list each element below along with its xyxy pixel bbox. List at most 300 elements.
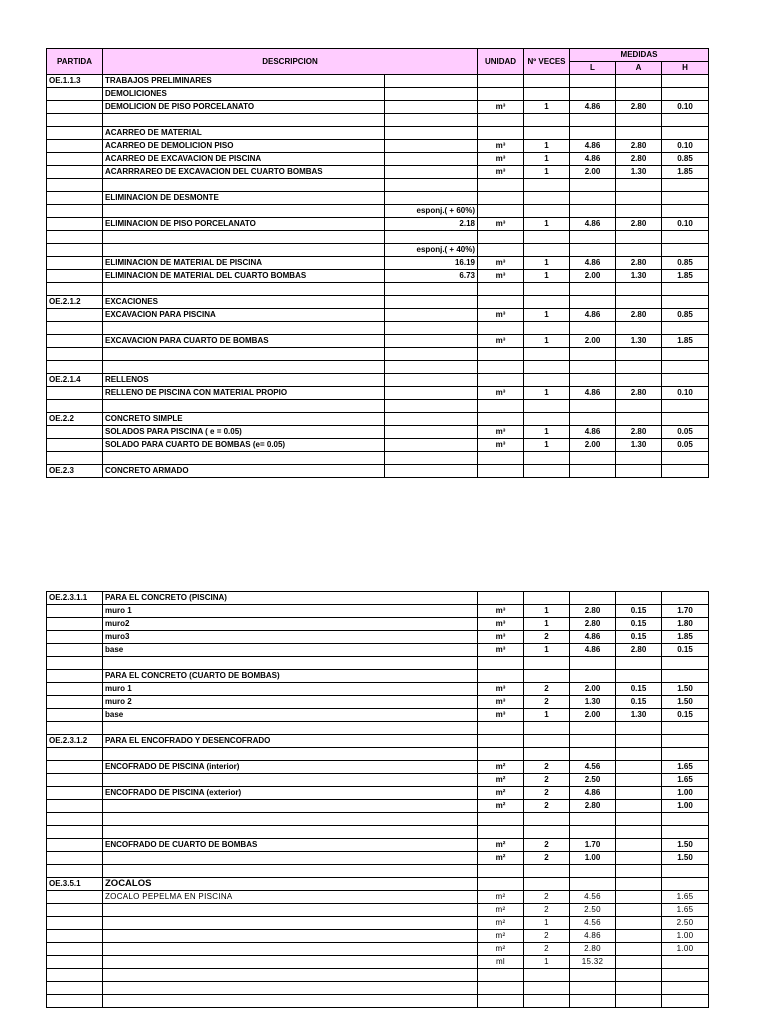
height-cell: 1.80 bbox=[662, 618, 709, 631]
length-cell: 2.80 bbox=[570, 605, 616, 618]
height-cell bbox=[662, 413, 709, 426]
description-cell bbox=[103, 943, 478, 956]
count-cell bbox=[524, 322, 570, 335]
height-cell: 1.85 bbox=[662, 166, 709, 179]
width-cell bbox=[616, 722, 662, 735]
width-cell: 0.15 bbox=[616, 683, 662, 696]
length-cell bbox=[570, 657, 616, 670]
length-cell bbox=[570, 127, 616, 140]
description-cell bbox=[103, 348, 385, 361]
unit-cell: m³ bbox=[478, 309, 524, 322]
unit-cell bbox=[478, 127, 524, 140]
width-cell: 0.15 bbox=[616, 618, 662, 631]
unit-cell: m³ bbox=[478, 335, 524, 348]
table-row bbox=[47, 439, 709, 452]
width-cell: 2.80 bbox=[616, 257, 662, 270]
description-cell: EXCAVACION PARA CUARTO DE BOMBAS bbox=[103, 335, 385, 348]
partida-cell bbox=[47, 826, 103, 839]
count-cell bbox=[524, 748, 570, 761]
partida-cell bbox=[47, 179, 103, 192]
description-cell bbox=[103, 982, 478, 995]
count-cell: 1 bbox=[524, 426, 570, 439]
height-cell bbox=[662, 982, 709, 995]
description-cell: ZOCALOS bbox=[103, 878, 478, 891]
width-cell bbox=[616, 413, 662, 426]
width-cell bbox=[616, 75, 662, 88]
length-cell bbox=[570, 231, 616, 244]
count-cell: 2 bbox=[524, 800, 570, 813]
length-cell: 4.86 bbox=[570, 387, 616, 400]
table-row bbox=[47, 774, 709, 787]
partida-cell: OE.2.2 bbox=[47, 413, 103, 426]
count-cell: 1 bbox=[524, 917, 570, 930]
height-cell bbox=[662, 657, 709, 670]
partida-cell bbox=[47, 101, 103, 114]
length-cell bbox=[570, 670, 616, 683]
partida-cell bbox=[47, 348, 103, 361]
width-cell bbox=[616, 192, 662, 205]
table-row bbox=[47, 413, 709, 426]
table-row bbox=[47, 787, 709, 800]
count-cell bbox=[524, 88, 570, 101]
description-cell bbox=[103, 800, 478, 813]
height-cell bbox=[662, 283, 709, 296]
length-cell: 4.86 bbox=[570, 101, 616, 114]
length-cell bbox=[570, 735, 616, 748]
length-cell: 1.30 bbox=[570, 696, 616, 709]
header-unidad: UNIDAD bbox=[478, 49, 524, 75]
count-cell bbox=[524, 452, 570, 465]
width-cell bbox=[616, 452, 662, 465]
width-cell: 1.30 bbox=[616, 439, 662, 452]
length-cell: 4.86 bbox=[570, 140, 616, 153]
unit-cell bbox=[478, 722, 524, 735]
width-cell: 2.80 bbox=[616, 309, 662, 322]
count-cell bbox=[524, 657, 570, 670]
length-cell: 4.56 bbox=[570, 761, 616, 774]
count-cell bbox=[524, 205, 570, 218]
description-cell: CONCRETO ARMADO bbox=[103, 465, 385, 478]
header-h: H bbox=[662, 62, 709, 75]
width-cell bbox=[616, 878, 662, 891]
width-cell bbox=[616, 657, 662, 670]
count-cell bbox=[524, 75, 570, 88]
unit-cell bbox=[478, 592, 524, 605]
description-cell bbox=[103, 179, 385, 192]
table-row bbox=[47, 969, 709, 982]
unit-cell: m³ bbox=[478, 618, 524, 631]
table-row bbox=[47, 631, 709, 644]
partida-cell bbox=[47, 969, 103, 982]
count-cell bbox=[524, 283, 570, 296]
unit-cell: m³ bbox=[478, 683, 524, 696]
count-cell: 1 bbox=[524, 439, 570, 452]
table-row bbox=[47, 826, 709, 839]
table-row bbox=[47, 956, 709, 969]
unit-cell: m² bbox=[478, 904, 524, 917]
height-cell: 0.10 bbox=[662, 387, 709, 400]
unit-cell bbox=[478, 865, 524, 878]
height-cell bbox=[662, 205, 709, 218]
table-row bbox=[47, 657, 709, 670]
description-cell bbox=[103, 865, 478, 878]
description-cell bbox=[103, 244, 385, 257]
unit-cell: m² bbox=[478, 917, 524, 930]
height-cell: 2.50 bbox=[662, 917, 709, 930]
height-cell bbox=[662, 735, 709, 748]
height-cell bbox=[662, 813, 709, 826]
count-cell bbox=[524, 865, 570, 878]
description-cell bbox=[103, 322, 385, 335]
description-cell: muro 2 bbox=[103, 696, 478, 709]
width-cell bbox=[616, 127, 662, 140]
description-cell: muro 1 bbox=[103, 605, 478, 618]
unit-cell bbox=[478, 735, 524, 748]
table-row bbox=[47, 244, 709, 257]
description-cell: PARA EL CONCRETO (PISCINA) bbox=[103, 592, 478, 605]
table-row bbox=[47, 283, 709, 296]
count-cell: 1 bbox=[524, 605, 570, 618]
description-cell: ELIMINACION DE DESMONTE bbox=[103, 192, 385, 205]
length-cell bbox=[570, 400, 616, 413]
width-cell bbox=[616, 826, 662, 839]
count-cell bbox=[524, 244, 570, 257]
partida-cell bbox=[47, 140, 103, 153]
length-cell bbox=[570, 322, 616, 335]
height-cell bbox=[662, 465, 709, 478]
description-cell bbox=[103, 205, 385, 218]
partida-cell bbox=[47, 387, 103, 400]
unit-cell bbox=[478, 400, 524, 413]
height-cell: 0.05 bbox=[662, 426, 709, 439]
count-cell bbox=[524, 826, 570, 839]
unit-cell bbox=[478, 413, 524, 426]
description-cell bbox=[103, 904, 478, 917]
width-cell bbox=[616, 348, 662, 361]
width-cell bbox=[616, 995, 662, 1008]
unit-cell: m² bbox=[478, 761, 524, 774]
table-row bbox=[47, 452, 709, 465]
count-cell: 2 bbox=[524, 852, 570, 865]
height-cell bbox=[662, 400, 709, 413]
unit-cell: m³ bbox=[478, 426, 524, 439]
count-cell: 1 bbox=[524, 270, 570, 283]
table-row bbox=[47, 400, 709, 413]
width-cell: 1.30 bbox=[616, 166, 662, 179]
unit-cell bbox=[478, 878, 524, 891]
length-cell: 1.70 bbox=[570, 839, 616, 852]
description-cell: DEMOLICIONES bbox=[103, 88, 385, 101]
height-cell: 1.50 bbox=[662, 683, 709, 696]
length-cell: 4.86 bbox=[570, 787, 616, 800]
partida-cell: OE.2.3.1.1 bbox=[47, 592, 103, 605]
unit-cell bbox=[478, 88, 524, 101]
note-cell: 16.19 bbox=[385, 257, 478, 270]
count-cell: 1 bbox=[524, 618, 570, 631]
partida-cell bbox=[47, 865, 103, 878]
description-cell: ELIMINACION DE PISO PORCELANATO bbox=[103, 218, 385, 231]
height-cell bbox=[662, 374, 709, 387]
unit-cell: m² bbox=[478, 930, 524, 943]
height-cell: 1.00 bbox=[662, 943, 709, 956]
table-row bbox=[47, 192, 709, 205]
note-cell bbox=[385, 114, 478, 127]
length-cell: 4.56 bbox=[570, 917, 616, 930]
width-cell bbox=[616, 179, 662, 192]
count-cell bbox=[524, 670, 570, 683]
table-row bbox=[47, 140, 709, 153]
partida-cell bbox=[47, 244, 103, 257]
unit-cell bbox=[478, 982, 524, 995]
width-cell bbox=[616, 748, 662, 761]
description-cell: ENCOFRADO DE CUARTO DE BOMBAS bbox=[103, 839, 478, 852]
header-descripcion: DESCRIPCION bbox=[103, 49, 478, 75]
height-cell: 1.50 bbox=[662, 839, 709, 852]
description-cell: ACARREO DE MATERIAL bbox=[103, 127, 385, 140]
count-cell bbox=[524, 413, 570, 426]
partida-cell bbox=[47, 748, 103, 761]
partida-cell bbox=[47, 426, 103, 439]
height-cell: 1.85 bbox=[662, 335, 709, 348]
table-row bbox=[47, 670, 709, 683]
note-cell bbox=[385, 400, 478, 413]
note-cell bbox=[385, 439, 478, 452]
unit-cell: m² bbox=[478, 787, 524, 800]
unit-cell: m² bbox=[478, 943, 524, 956]
partida-cell bbox=[47, 166, 103, 179]
height-cell bbox=[662, 865, 709, 878]
table-row bbox=[47, 917, 709, 930]
table-row bbox=[47, 335, 709, 348]
table-row bbox=[47, 218, 709, 231]
partida-cell bbox=[47, 852, 103, 865]
count-cell bbox=[524, 348, 570, 361]
header-a: A bbox=[616, 62, 662, 75]
table-row bbox=[47, 878, 709, 891]
length-cell: 2.00 bbox=[570, 439, 616, 452]
width-cell bbox=[616, 891, 662, 904]
description-cell: EXCACIONES bbox=[103, 296, 385, 309]
description-cell bbox=[103, 452, 385, 465]
note-cell: 6.73 bbox=[385, 270, 478, 283]
width-cell: 2.80 bbox=[616, 218, 662, 231]
width-cell bbox=[616, 865, 662, 878]
note-cell bbox=[385, 101, 478, 114]
width-cell bbox=[616, 322, 662, 335]
note-cell bbox=[385, 231, 478, 244]
partida-cell bbox=[47, 361, 103, 374]
height-cell: 1.00 bbox=[662, 800, 709, 813]
table-row bbox=[47, 761, 709, 774]
table-row bbox=[47, 709, 709, 722]
length-cell bbox=[570, 244, 616, 257]
note-cell bbox=[385, 465, 478, 478]
count-cell: 2 bbox=[524, 891, 570, 904]
height-cell: 1.85 bbox=[662, 270, 709, 283]
width-cell bbox=[616, 88, 662, 101]
width-cell bbox=[616, 400, 662, 413]
unit-cell bbox=[478, 670, 524, 683]
description-cell bbox=[103, 283, 385, 296]
length-cell bbox=[570, 865, 616, 878]
height-cell: 0.15 bbox=[662, 709, 709, 722]
count-cell: 2 bbox=[524, 761, 570, 774]
width-cell: 2.80 bbox=[616, 644, 662, 657]
length-cell: 4.86 bbox=[570, 426, 616, 439]
height-cell bbox=[662, 179, 709, 192]
metrado-table-1 bbox=[46, 48, 709, 478]
height-cell bbox=[662, 969, 709, 982]
partida-cell bbox=[47, 670, 103, 683]
length-cell: 2.00 bbox=[570, 166, 616, 179]
table-row bbox=[47, 88, 709, 101]
table-row bbox=[47, 114, 709, 127]
count-cell: 2 bbox=[524, 943, 570, 956]
partida-cell bbox=[47, 335, 103, 348]
width-cell: 0.15 bbox=[616, 605, 662, 618]
width-cell bbox=[616, 244, 662, 257]
length-cell: 2.00 bbox=[570, 709, 616, 722]
count-cell: 1 bbox=[524, 140, 570, 153]
partida-cell: OE.2.1.2 bbox=[47, 296, 103, 309]
description-cell bbox=[103, 748, 478, 761]
table-row bbox=[47, 735, 709, 748]
description-cell bbox=[103, 956, 478, 969]
unit-cell bbox=[478, 205, 524, 218]
description-cell bbox=[103, 774, 478, 787]
description-cell bbox=[103, 722, 478, 735]
unit-cell bbox=[478, 244, 524, 257]
table-row bbox=[47, 930, 709, 943]
length-cell bbox=[570, 296, 616, 309]
unit-cell: m² bbox=[478, 839, 524, 852]
width-cell bbox=[616, 465, 662, 478]
table-row bbox=[47, 387, 709, 400]
table-row bbox=[47, 605, 709, 618]
metrado-table-2 bbox=[46, 591, 709, 1008]
length-cell: 4.86 bbox=[570, 218, 616, 231]
count-cell bbox=[524, 592, 570, 605]
description-cell: EXCAVACION PARA PISCINA bbox=[103, 309, 385, 322]
table-row bbox=[47, 322, 709, 335]
table-row bbox=[47, 800, 709, 813]
table-row bbox=[47, 153, 709, 166]
partida-cell bbox=[47, 644, 103, 657]
description-cell: PARA EL ENCOFRADO Y DESENCOFRADO bbox=[103, 735, 478, 748]
width-cell bbox=[616, 930, 662, 943]
table-row bbox=[47, 943, 709, 956]
height-cell: 1.00 bbox=[662, 930, 709, 943]
unit-cell bbox=[478, 657, 524, 670]
height-cell: 0.05 bbox=[662, 439, 709, 452]
length-cell: 4.86 bbox=[570, 153, 616, 166]
unit-cell: m³ bbox=[478, 101, 524, 114]
table-row bbox=[47, 644, 709, 657]
height-cell bbox=[662, 296, 709, 309]
count-cell: 2 bbox=[524, 839, 570, 852]
count-cell: 1 bbox=[524, 956, 570, 969]
partida-cell bbox=[47, 956, 103, 969]
note-cell bbox=[385, 426, 478, 439]
count-cell bbox=[524, 192, 570, 205]
table-row bbox=[47, 374, 709, 387]
count-cell bbox=[524, 735, 570, 748]
table-row bbox=[47, 696, 709, 709]
unit-cell: m² bbox=[478, 800, 524, 813]
width-cell bbox=[616, 283, 662, 296]
width-cell: 2.80 bbox=[616, 426, 662, 439]
width-cell bbox=[616, 800, 662, 813]
count-cell: 1 bbox=[524, 218, 570, 231]
table-row bbox=[47, 995, 709, 1008]
partida-cell bbox=[47, 709, 103, 722]
length-cell bbox=[570, 283, 616, 296]
count-cell bbox=[524, 179, 570, 192]
table-row bbox=[47, 891, 709, 904]
height-cell bbox=[662, 361, 709, 374]
unit-cell bbox=[478, 231, 524, 244]
unit-cell: m³ bbox=[478, 218, 524, 231]
note-cell bbox=[385, 127, 478, 140]
partida-cell bbox=[47, 683, 103, 696]
width-cell: 0.15 bbox=[616, 696, 662, 709]
note-cell bbox=[385, 153, 478, 166]
description-cell bbox=[103, 400, 385, 413]
height-cell bbox=[662, 114, 709, 127]
height-cell: 1.70 bbox=[662, 605, 709, 618]
description-cell bbox=[103, 231, 385, 244]
description-cell: ELIMINACION DE MATERIAL DEL CUARTO BOMBAS bbox=[103, 270, 385, 283]
count-cell: 1 bbox=[524, 257, 570, 270]
unit-cell bbox=[478, 361, 524, 374]
height-cell: 1.65 bbox=[662, 774, 709, 787]
table-row bbox=[47, 748, 709, 761]
height-cell bbox=[662, 826, 709, 839]
length-cell bbox=[570, 969, 616, 982]
unit-cell bbox=[478, 995, 524, 1008]
count-cell: 1 bbox=[524, 153, 570, 166]
note-cell bbox=[385, 387, 478, 400]
count-cell: 2 bbox=[524, 696, 570, 709]
height-cell bbox=[662, 75, 709, 88]
partida-cell bbox=[47, 400, 103, 413]
unit-cell bbox=[478, 465, 524, 478]
note-cell bbox=[385, 75, 478, 88]
height-cell: 0.85 bbox=[662, 309, 709, 322]
count-cell: 2 bbox=[524, 787, 570, 800]
length-cell bbox=[570, 826, 616, 839]
unit-cell bbox=[478, 192, 524, 205]
table-row bbox=[47, 465, 709, 478]
unit-cell bbox=[478, 969, 524, 982]
unit-cell: m³ bbox=[478, 140, 524, 153]
partida-cell bbox=[47, 891, 103, 904]
description-cell: ZOCALO PEPELMA EN PISCINA bbox=[103, 891, 478, 904]
description-cell: base bbox=[103, 644, 478, 657]
length-cell: 2.50 bbox=[570, 904, 616, 917]
unit-cell: m³ bbox=[478, 605, 524, 618]
unit-cell: m² bbox=[478, 891, 524, 904]
description-cell bbox=[103, 813, 478, 826]
description-cell: muro3 bbox=[103, 631, 478, 644]
height-cell: 1.65 bbox=[662, 761, 709, 774]
note-cell bbox=[385, 166, 478, 179]
header-nveces: Nº VECES bbox=[524, 49, 570, 75]
description-cell: TRABAJOS PRELIMINARES bbox=[103, 75, 385, 88]
unit-cell: m³ bbox=[478, 166, 524, 179]
width-cell: 2.80 bbox=[616, 387, 662, 400]
height-cell: 1.00 bbox=[662, 787, 709, 800]
